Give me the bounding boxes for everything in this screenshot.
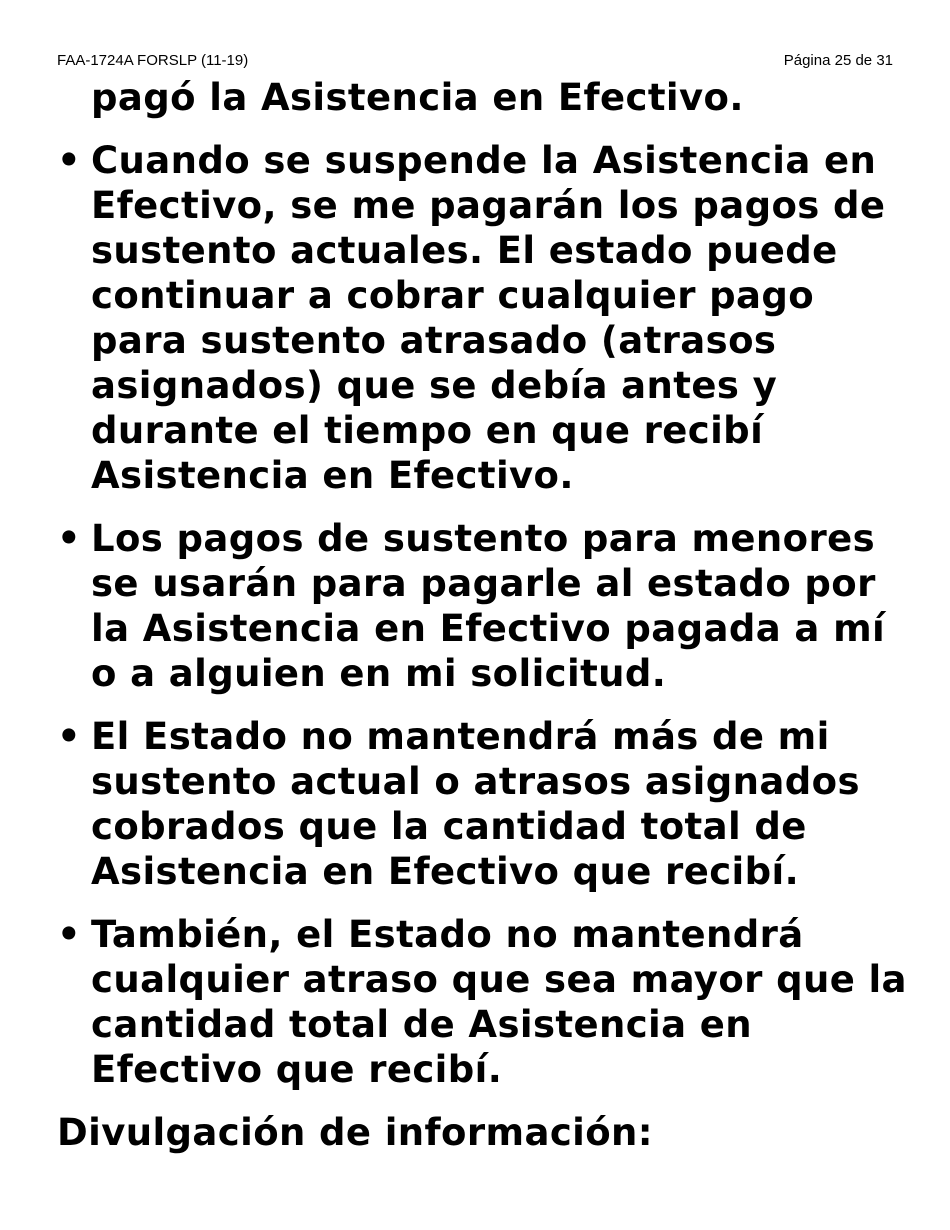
- bullet-icon: •: [57, 139, 82, 182]
- bullet-icon: •: [57, 517, 82, 560]
- bullet-text: Los pagos de sustento para menores se usarán para pagarle al estado por la Asistencia en Efectivo pagada a mí o a alguien en mi solicitud.: [91, 517, 886, 695]
- continued-text: pagó la Asistencia en Efectivo.: [91, 76, 744, 119]
- bullet-text: También, el Estado no mantendrá cualquier atraso que sea mayor que la cantidad total de Asistencia en Efectivo que recibí.: [91, 913, 907, 1091]
- section-heading: Divulgación de información:: [57, 1111, 653, 1154]
- page-number: Página 25 de 31: [783, 52, 893, 69]
- form-id: FAA-1724A FORSLP (11-19): [57, 52, 249, 69]
- bullet-text: Cuando se suspende la Asistencia en Efectivo, se me pagarán los pagos de sustento actuales. El estado puede continuar a cobrar cualquier pago para sustento atrasado (atrasos asignados) que se debía antes y durante el tiempo en que recibí Asistencia en Efectivo.: [91, 139, 886, 497]
- bullet-text: El Estado no mantendrá más de mi sustento actual o atrasos asignados cobrados que la cantidad total de Asistencia en Efectivo que recibí.: [91, 715, 860, 893]
- document-body: [57, 75, 907, 1155]
- bullet-icon: •: [57, 715, 82, 758]
- bullet-item: [57, 138, 907, 498]
- bullet-item: [57, 714, 907, 894]
- bullet-item: [57, 912, 907, 1092]
- bullet-icon: •: [57, 913, 82, 956]
- page-header: [57, 52, 893, 70]
- bullet-item: [57, 516, 907, 696]
